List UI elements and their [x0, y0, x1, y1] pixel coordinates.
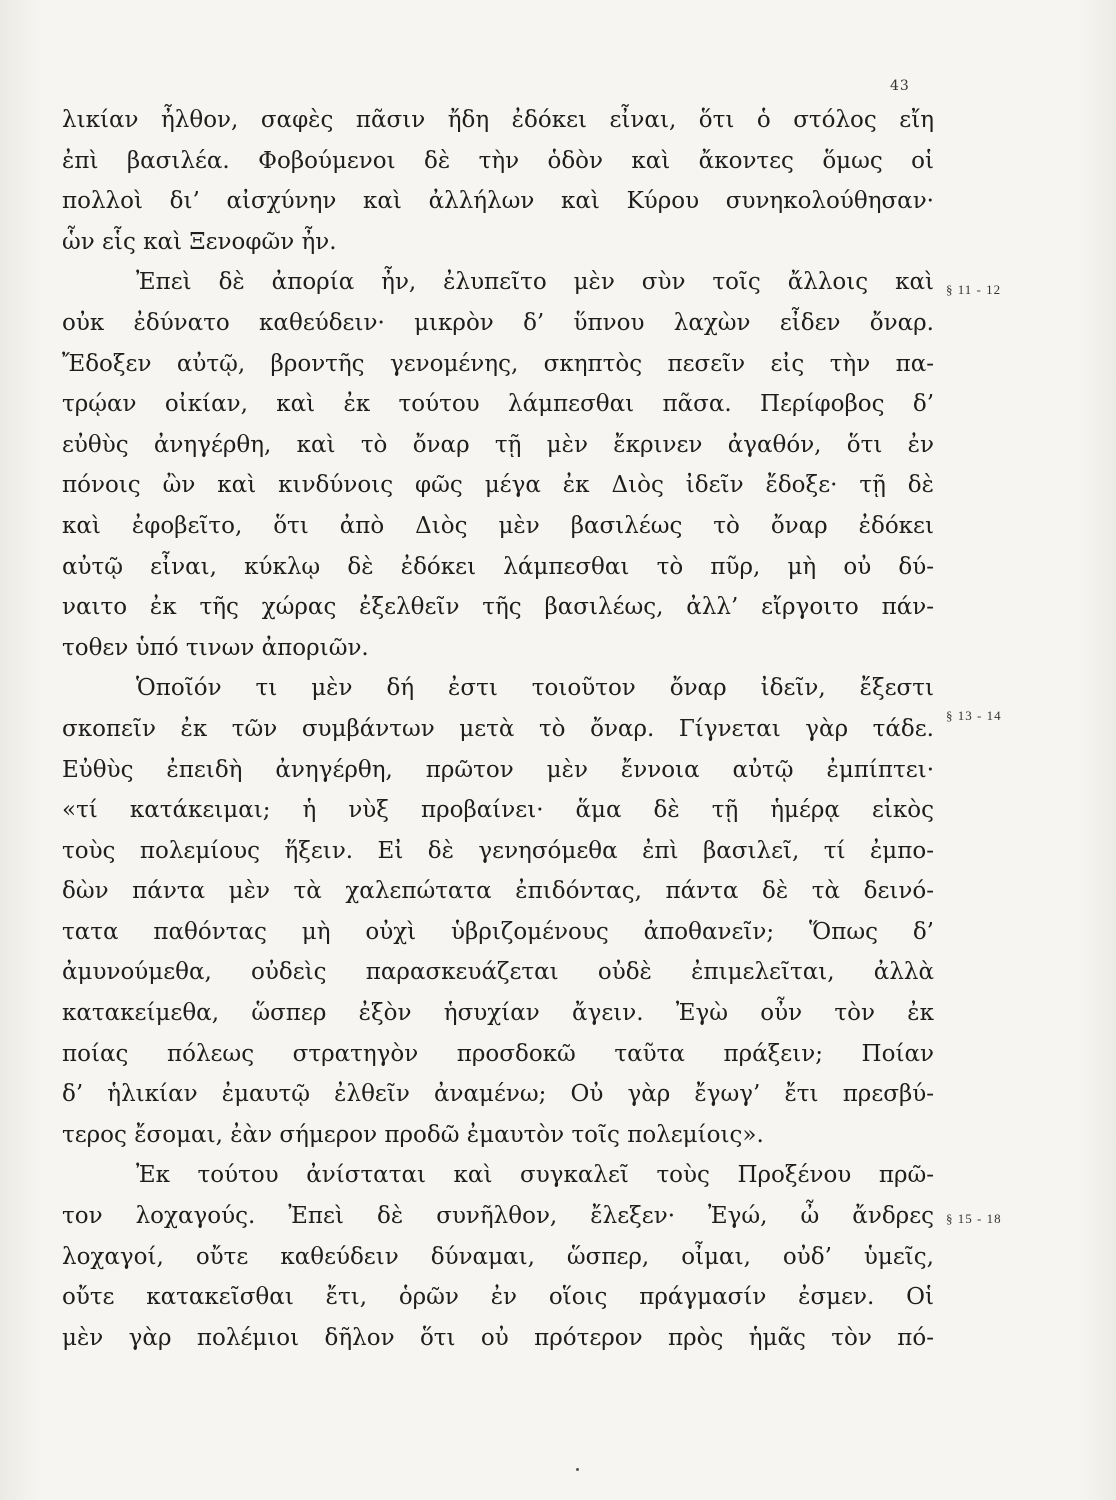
- text-line: τον λοχαγούς. Ἐπεὶ δὲ συνῆλθον, ἔλεξεν· Ἐγώ, ὦ ἄνδρες: [62, 1203, 934, 1230]
- text-line: Ἐκ τούτου ἀνίσταται καὶ συγκαλεῖ τοὺς Προξένου πρῶ-: [136, 1162, 934, 1189]
- text-line: Ἐπεὶ δὲ ἀπορία ἦν, ἐλυπεῖτο μὲν σὺν τοῖς ἄλλοις καὶ: [136, 269, 934, 296]
- text-line: δ’ ἡλικίαν ἐμαυτῷ ἐλθεῖν ἀναμένω; Οὐ γὰρ ἔγωγ’ ἔτι πρεσβύ-: [62, 1081, 934, 1108]
- text-line: μὲν γὰρ πολέμιοι δῆλον ὅτι οὐ πρότερον πρὸς ἡμᾶς τὸν πό-: [62, 1324, 934, 1351]
- text-line: σκοπεῖν ἐκ τῶν συμβάντων μετὰ τὸ ὄναρ. Γίγνεται γὰρ τάδε.: [62, 715, 934, 742]
- text-line: κατακείμεθα, ὥσπερ ἐξὸν ἡσυχίαν ἄγειν. Ἐγὼ οὖν τὸν ἐκ: [62, 1000, 934, 1027]
- page-number: 43: [890, 78, 910, 94]
- text-body: [62, 100, 934, 1358]
- text-line: Εὐθὺς ἐπειδὴ ἀνηγέρθη, πρῶτον μὲν ἔννοια αὐτῷ ἐμπίπτει·: [62, 756, 934, 783]
- text-line: οὐκ ἐδύνατο καθεύδειν· μικρὸν δ’ ὕπνου λαχὼν εἶδεν ὄναρ.: [62, 309, 934, 336]
- text-line: τρῴαν οἰκίαν, καὶ ἐκ τούτου λάμπεσθαι πᾶσα. Περίφοβος δ’: [62, 391, 934, 418]
- text-line: δὼν πάντα μὲν τὰ χαλεπώτατα ἐπιδόντας, πάντα δὲ τὰ δεινό-: [62, 878, 934, 905]
- margin-section-ref: § 13 - 14: [946, 708, 1002, 723]
- text-line: ὧν εἷς καὶ Ξενοφῶν ἦν.: [62, 228, 337, 255]
- text-line: ἐπὶ βασιλέα. Φοβούμενοι δὲ τὴν ὁδὸν καὶ ἄκοντες ὅμως οἱ: [62, 147, 934, 174]
- text-line: πολλοὶ δι’ αἰσχύνην καὶ ἀλλήλων καὶ Κύρου συνηκολούθησαν·: [62, 188, 934, 215]
- text-line: πόνοις ὢν καὶ κινδύνοις φῶς μέγα ἐκ Διὸς ἰδεῖν ἔδοξε· τῇ δὲ: [62, 472, 934, 499]
- margin-section-ref: § 11 - 12: [946, 282, 1002, 297]
- text-line: ἀμυνούμεθα, οὐδεὶς παρασκευάζεται οὐδὲ ἐπιμελεῖται, ἀλλὰ: [62, 959, 934, 986]
- text-line: «τί κατάκειμαι; ἡ νὺξ προβαίνει· ἅμα δὲ τῇ ἡμέρᾳ εἰκὸς: [62, 797, 934, 824]
- speck-mark: [576, 1468, 579, 1471]
- text-line: ποίας πόλεως στρατηγὸν προσδοκῶ ταῦτα πράξειν; Ποίαν: [62, 1040, 934, 1067]
- text-line: τοθεν ὑπό τινων ἀποριῶν.: [62, 634, 369, 661]
- text-line: λικίαν ἦλθον, σαφὲς πᾶσιν ἤδη ἐδόκει εἶναι, ὅτι ὁ στόλος εἴη: [62, 107, 934, 133]
- text-line: οὔτε κατακεῖσθαι ἔτι, ὁρῶν ἐν οἵοις πράγμασίν ἐσμεν. Οἱ: [62, 1284, 934, 1311]
- text-line: ναιτο ἐκ τῆς χώρας ἐξελθεῖν τῆς βασιλέως, ἀλλ’ εἴργοιτο πάν-: [62, 594, 934, 621]
- text-line: λοχαγοί, οὔτε καθεύδειν δύναμαι, ὥσπερ, οἶμαι, οὐδ’ ὑμεῖς,: [62, 1243, 934, 1270]
- text-line: αὐτῷ εἶναι, κύκλῳ δὲ ἐδόκει λάμπεσθαι τὸ πῦρ, μὴ οὐ δύ-: [62, 553, 934, 580]
- text-line: Ἔδοξεν αὐτῷ, βροντῆς γενομένης, σκηπτὸς πεσεῖν εἰς τὴν πα-: [62, 350, 934, 377]
- margin-section-ref: § 15 - 18: [946, 1211, 1002, 1226]
- text-line: τατα παθόντας μὴ οὐχὶ ὑβριζομένους ἀποθανεῖν; Ὅπως δ’: [62, 918, 934, 945]
- text-line: καὶ ἐφοβεῖτο, ὅτι ἀπὸ Διὸς μὲν βασιλέως τὸ ὄναρ ἐδόκει: [62, 512, 934, 539]
- text-line: εὐθὺς ἀνηγέρθη, καὶ τὸ ὄναρ τῇ μὲν ἔκρινεν ἀγαθόν, ὅτι ἐν: [62, 431, 934, 458]
- text-line: τοὺς πολεμίους ἥξειν. Εἰ δὲ γενησόμεθα ἐπὶ βασιλεῖ, τί ἐμπο-: [62, 837, 934, 864]
- text-line: Ὁποῖόν τι μὲν δή ἐστι τοιοῦτον ὄναρ ἰδεῖν, ἔξεστι: [136, 675, 934, 702]
- text-line: τερος ἔσομαι, ἐὰν σήμερον προδῶ ἐμαυτὸν τοῖς πολεμίοις».: [62, 1121, 764, 1148]
